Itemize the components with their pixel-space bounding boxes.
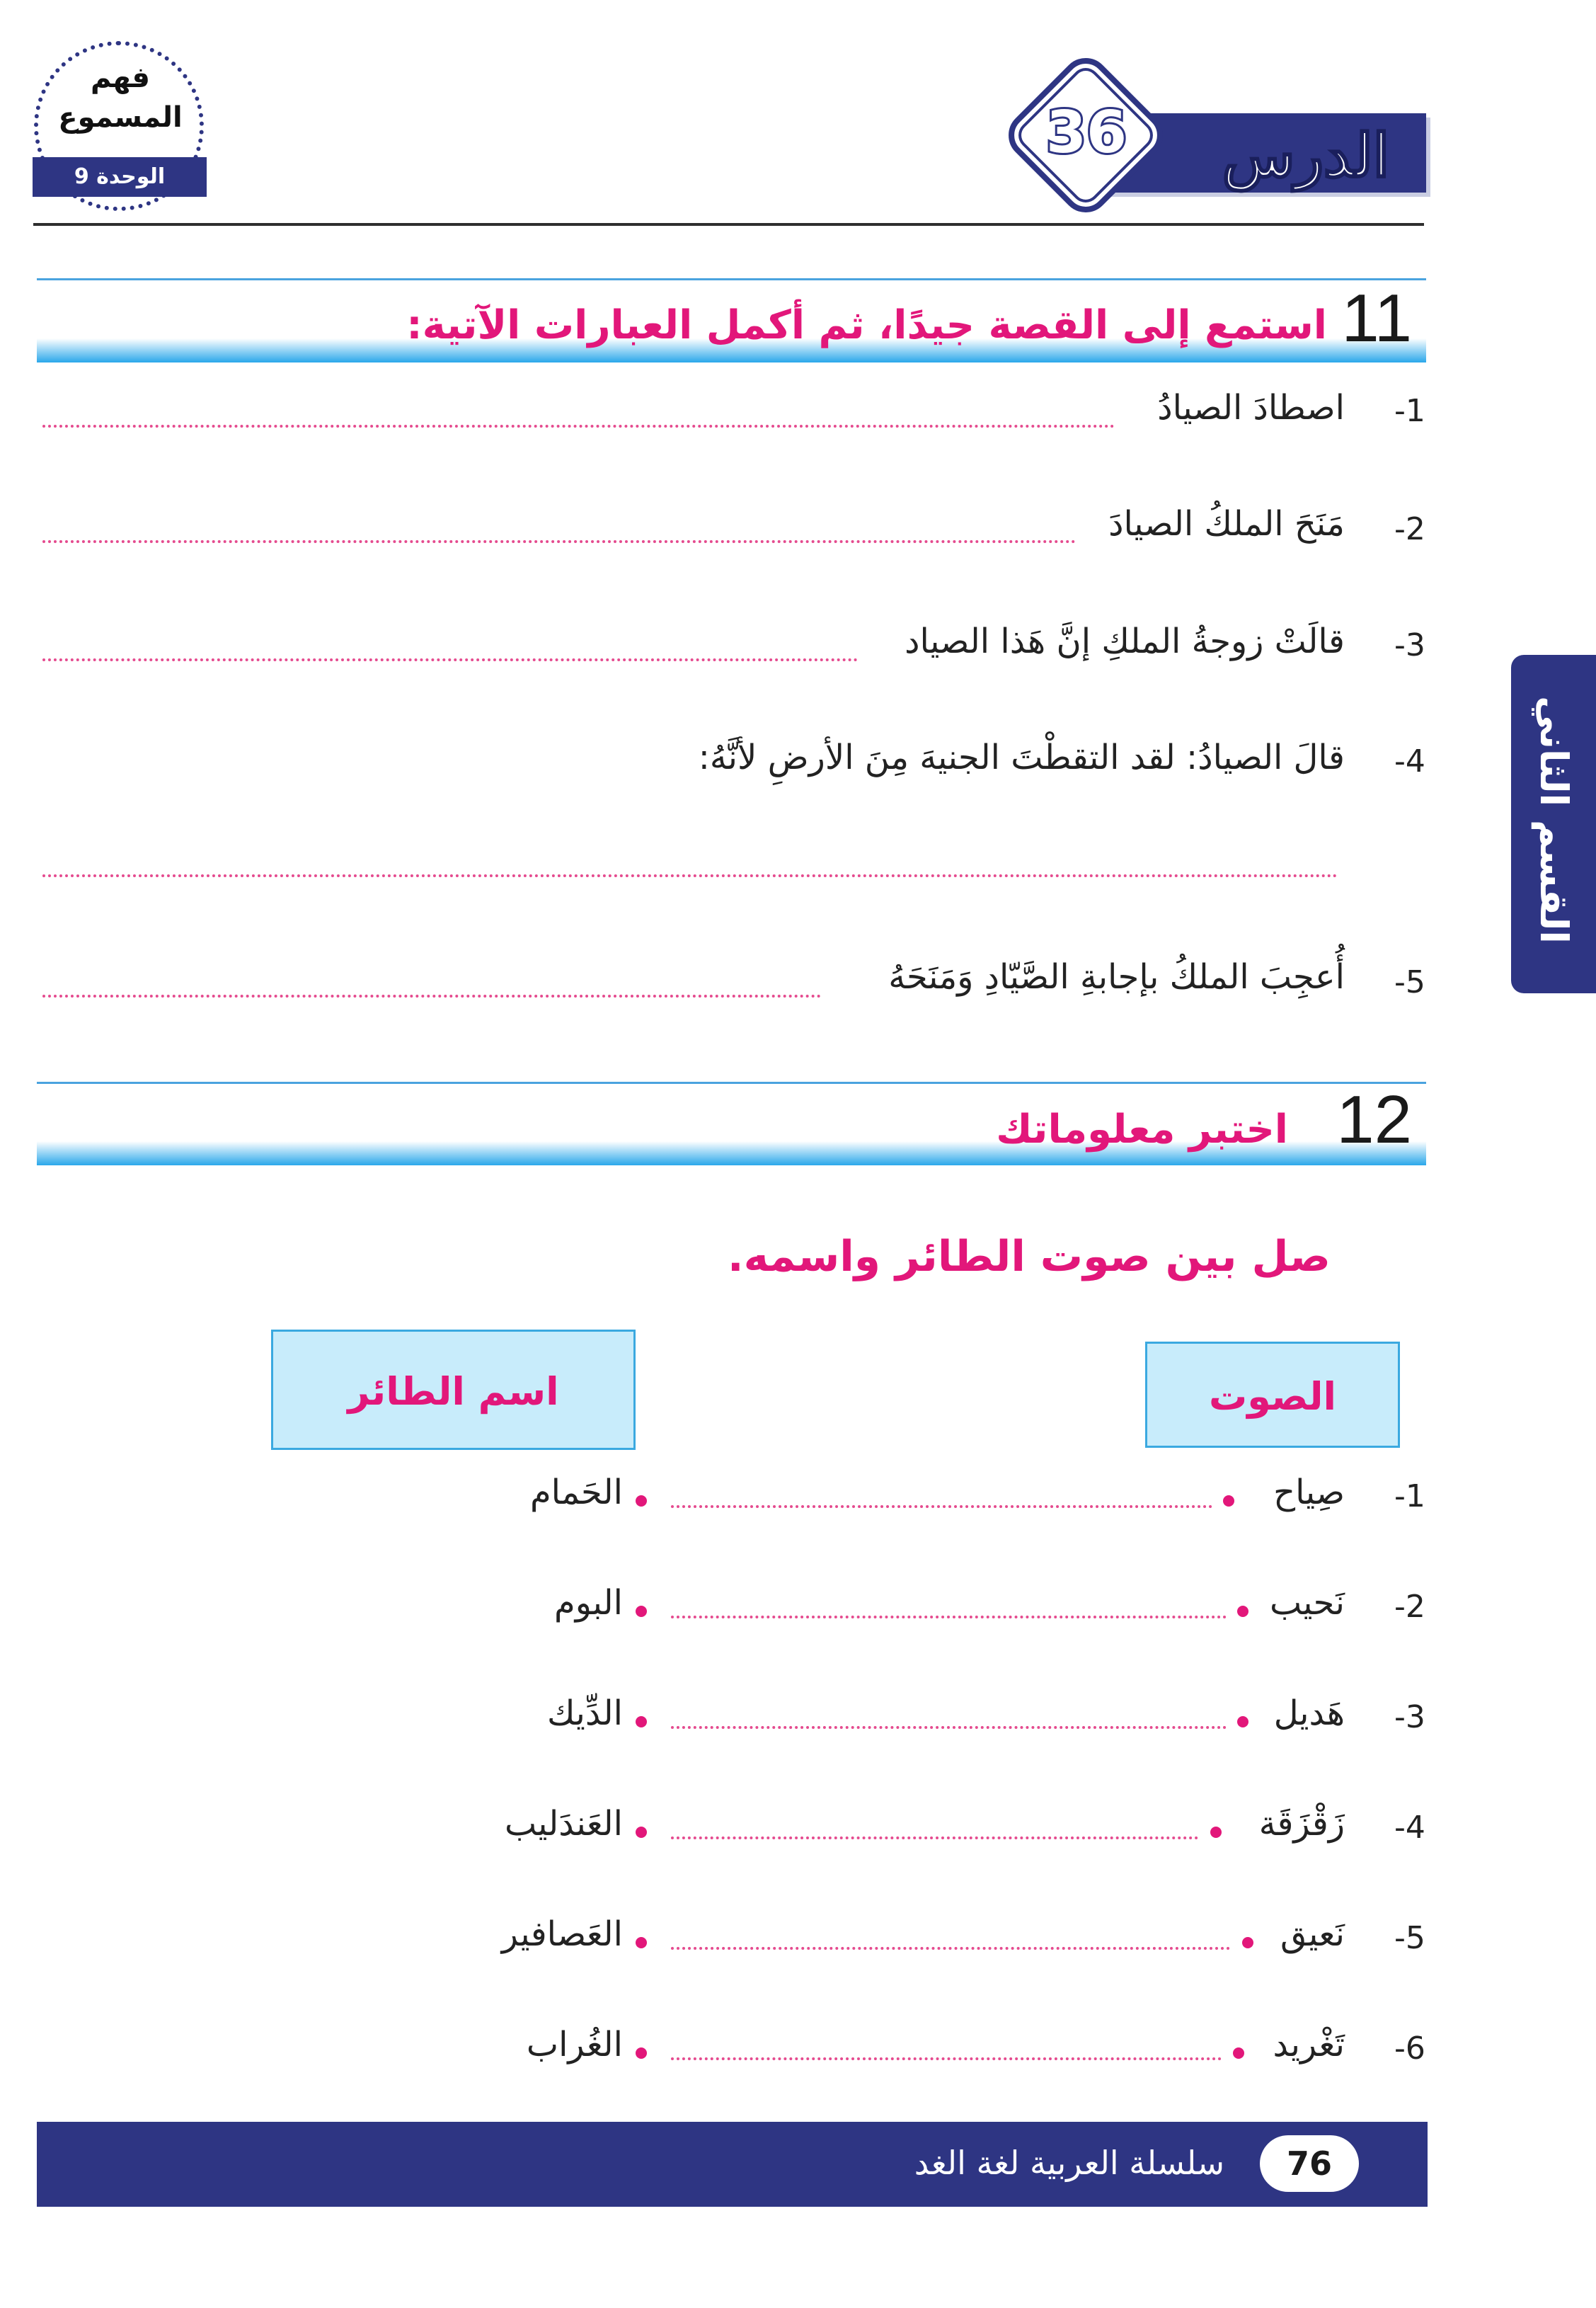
unit-label: الوحدة 9 [33, 157, 207, 197]
ex11-item-4-text: قالَ الصيادُ: لقد التقطْتَ الجنيهَ مِنَ الأرضِ لأنَّهُ: [698, 738, 1345, 777]
ex12-row-2-sound: نَحيب [1270, 1583, 1345, 1623]
column-header-sound: الصوت [1145, 1342, 1400, 1448]
badge-title: فهم المسموع [58, 62, 183, 134]
ex11-item-5-answer-line[interactable] [42, 995, 821, 998]
ex11-item-1-text: اصطادَ الصيادُ [1157, 388, 1345, 428]
ex12-row-4-sound: زَقْزَقَة [1258, 1804, 1345, 1844]
ex12-row-2-bird-dot[interactable] [636, 1606, 647, 1617]
exercise-11-title: استمع إلى القصة جيدًا، ثم أكمل العبارات الآتية: [406, 302, 1327, 348]
ex12-row-4-bird: العَندَليب [504, 1804, 623, 1844]
exercise-12-instruction: صل بين صوت الطائر واسمه. [727, 1232, 1331, 1281]
footer-series-title: سلسلة العربية لغة الغد [914, 2144, 1224, 2182]
ex12-row-6-sound-dot[interactable] [1233, 2047, 1244, 2059]
ex12-row-4-sound-dot[interactable] [1210, 1827, 1222, 1838]
ex12-row-3-bird-dot[interactable] [636, 1716, 647, 1727]
header-divider [33, 223, 1424, 226]
ex12-row-1-sound-dot[interactable] [1223, 1495, 1234, 1507]
ex12-row-6-number: -6 [1394, 2030, 1425, 2067]
ex12-row-6-bird-dot[interactable] [636, 2047, 647, 2059]
ex11-item-5-text: أُعجِبَ الملكُ بإجابةِ الصَّيّادِ وَمَنَحَهُ [888, 957, 1345, 997]
ex12-row-5-bird-dot[interactable] [636, 1937, 647, 1948]
ex12-row-6-sound: تَغْريد [1273, 2025, 1345, 2064]
ex11-item-1-number: -1 [1394, 393, 1425, 429]
ex11-item-4-answer-line[interactable] [42, 874, 1338, 877]
exercise-11-rule [37, 278, 1426, 280]
ex12-row-5-sound: نَعيق [1280, 1914, 1345, 1954]
ex12-row-1-sound: صِياح [1273, 1473, 1345, 1512]
ex11-item-4-number: -4 [1394, 743, 1425, 779]
ex12-row-4-bird-dot[interactable] [636, 1827, 647, 1838]
ex11-item-1-answer-line[interactable] [42, 425, 1115, 428]
ex11-item-3-number: -3 [1394, 627, 1425, 663]
ex12-row-1-number: -1 [1394, 1478, 1425, 1514]
ex12-row-2-bird: البوم [554, 1583, 623, 1623]
exercise-12-rule [37, 1082, 1426, 1084]
ex12-row-4-connector[interactable] [671, 1836, 1198, 1839]
ex12-row-5-sound-dot[interactable] [1242, 1937, 1253, 1948]
ex12-row-6-bird: الغُراب [526, 2025, 623, 2064]
column-header-bird: اسم الطائر [271, 1330, 636, 1450]
ex12-row-1-bird-dot[interactable] [636, 1495, 647, 1507]
exercise-11-number: 11 [1341, 280, 1412, 356]
ex11-item-3-answer-line[interactable] [42, 658, 858, 661]
ex12-row-3-sound-dot[interactable] [1237, 1716, 1248, 1727]
page-number: 76 [1260, 2135, 1359, 2192]
ex12-row-3-connector[interactable] [671, 1726, 1227, 1729]
ex12-row-1-bird: الحَمام [529, 1473, 623, 1512]
ex12-row-2-sound-dot[interactable] [1237, 1606, 1248, 1617]
ex12-row-4-number: -4 [1394, 1810, 1425, 1846]
ex11-item-2-answer-line[interactable] [42, 540, 1076, 543]
ex11-item-3-text: قالَتْ زوجةُ الملكِ إنَّ هَذا الصياد [905, 622, 1345, 661]
lesson-number: 36 [1045, 99, 1127, 166]
ex11-item-2-number: -2 [1394, 511, 1425, 547]
ex11-item-5-number: -5 [1394, 964, 1425, 1000]
ex12-row-3-number: -3 [1394, 1699, 1425, 1735]
ex12-row-5-bird: العَصافير [501, 1914, 623, 1954]
ex12-row-3-sound: هَديل [1273, 1693, 1345, 1733]
ex12-row-5-number: -5 [1394, 1920, 1425, 1956]
ex11-item-2-text: مَنَحَ الملكُ الصيادَ [1108, 504, 1345, 544]
lesson-title: الدرس [1222, 120, 1390, 190]
exercise-12-title: اختبر معلوماتك [996, 1107, 1288, 1153]
ex12-row-2-number: -2 [1394, 1589, 1425, 1625]
ex12-row-1-connector[interactable] [671, 1505, 1212, 1508]
ex12-row-2-connector[interactable] [671, 1616, 1227, 1618]
ex12-row-6-connector[interactable] [671, 2057, 1222, 2060]
ex12-row-5-connector[interactable] [671, 1947, 1230, 1950]
ex12-row-3-bird: الدِّيك [547, 1693, 623, 1733]
exercise-12-number: 12 [1336, 1082, 1412, 1158]
side-tab-label: القسم الثاني [1532, 696, 1576, 944]
